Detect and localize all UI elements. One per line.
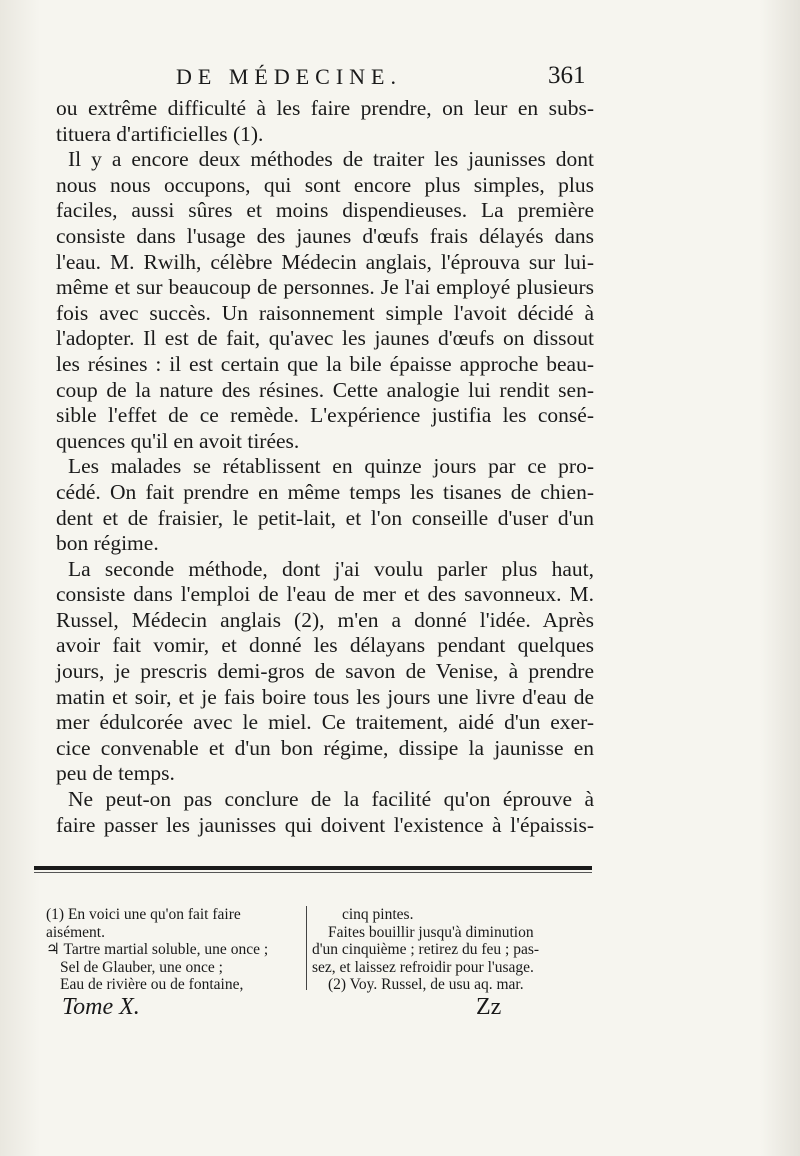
footnote-line: d'un cinquième ; retirez du feu ; pas-: [312, 941, 540, 959]
text-line: avoir fait vomir, et donné les délayans pendant quelques: [56, 633, 594, 658]
body-text: [56, 96, 594, 838]
volume-label: Tome X.: [62, 994, 140, 1020]
text-line: La seconde méthode, dont j'ai voulu parler plus haut,: [68, 556, 594, 581]
text-line: fois avec succès. Un raisonnement simple l'avoit décidé à: [56, 300, 594, 325]
text-line: cédé. On fait prendre en même temps les tisanes de chien-: [56, 479, 594, 504]
text-line: consiste dans l'usage des jaunes d'œufs frais délayés dans: [56, 223, 594, 248]
text-line: Russel, Médecin anglais (2), m'en a donné l'idée. Après: [56, 607, 594, 632]
text-line: mer édulcorée avec le miel. Ce traitement, aidé d'un exer-: [56, 710, 594, 735]
text-line: consiste dans l'emploi de l'eau de mer et des savonneux. M.: [56, 582, 594, 607]
running-head: DE MÉDECINE.: [176, 64, 402, 89]
signature-mark: Zz: [476, 994, 502, 1020]
footnote-line: Faites bouillir jusqu'à diminution: [328, 923, 534, 941]
text-line: peu de temps.: [56, 761, 175, 786]
footnote-line: aisément.: [46, 923, 105, 941]
text-line: même et sur beaucoup de personnes. Je l'ai employé plusieurs: [56, 275, 594, 300]
text-line: cice convenable et d'un bon régime, dissipe la jaunisse en: [56, 735, 594, 760]
text-line: nous nous occupons, qui sont encore plus simples, plus: [56, 172, 594, 197]
footnote-line: (1) En voici une qu'on fait faire: [46, 906, 241, 923]
footnotes-left-column: [46, 906, 302, 994]
text-line: bon régime.: [56, 531, 159, 556]
text-line: sible l'effet de ce remède. L'expérience justifia les consé-: [56, 403, 594, 428]
text-line: les résines : il est certain que la bile épaisse approche beau-: [56, 351, 594, 376]
footnote-line: ♃ Tartre martial soluble, une once ;: [46, 941, 269, 959]
text-line: matin et soir, et je fais boire tous les jours une livre d'eau de: [56, 684, 594, 709]
footnote-line: sez, et laissez refroidir pour l'usage.: [312, 958, 534, 976]
text-line: Ne peut-on pas conclure de la facilité qu'on éprouve à: [68, 787, 594, 812]
text-line: jours, je prescris demi-gros de savon de Venise, à prendre: [56, 659, 594, 684]
text-line: tituera d'artificielles (1).: [56, 121, 264, 146]
text-line: coup de la nature des résines. Cette analogie lui rendit sen-: [56, 377, 594, 402]
page-header: [0, 60, 800, 94]
text-line: l'adopter. Il est de fait, qu'avec les jaunes d'œufs on dissout: [56, 326, 594, 351]
footnotes-right-column: [312, 906, 598, 994]
text-line: quences qu'il en avoit tirées.: [56, 428, 300, 453]
footnote-line: Sel de Glauber, une once ;: [60, 958, 223, 976]
text-line: l'eau. M. Rwilh, célèbre Médecin anglais, l'éprouva sur lui-: [56, 249, 594, 274]
text-line: faire passer les jaunisses qui doivent l'existence à l'épaissis-: [56, 812, 594, 837]
page-number: 361: [548, 62, 586, 89]
footnote-line: (2) Voy. Russel, de usu aq. mar.: [328, 976, 524, 994]
footnote-rule: [34, 866, 592, 870]
text-line: Les malades se rétablissent en quinze jours par ce pro-: [68, 454, 594, 479]
text-line: dent et de fraisier, le petit-lait, et l'on conseille d'user d'un: [56, 505, 594, 530]
footnote-line: cinq pintes.: [342, 906, 414, 923]
text-line: ou extrême difficulté à les faire prendre, on leur en subs-: [56, 96, 594, 120]
footnote-rule-thin: [34, 872, 592, 873]
page-footer: [0, 994, 800, 1024]
text-line: Il y a encore deux méthodes de traiter les jaunisses dont: [68, 147, 594, 172]
text-line: faciles, aussi sûres et moins dispendieuses. La première: [56, 198, 594, 223]
footnote-column-divider: [306, 906, 307, 990]
footnote-line: Eau de rivière ou de fontaine,: [60, 976, 244, 994]
